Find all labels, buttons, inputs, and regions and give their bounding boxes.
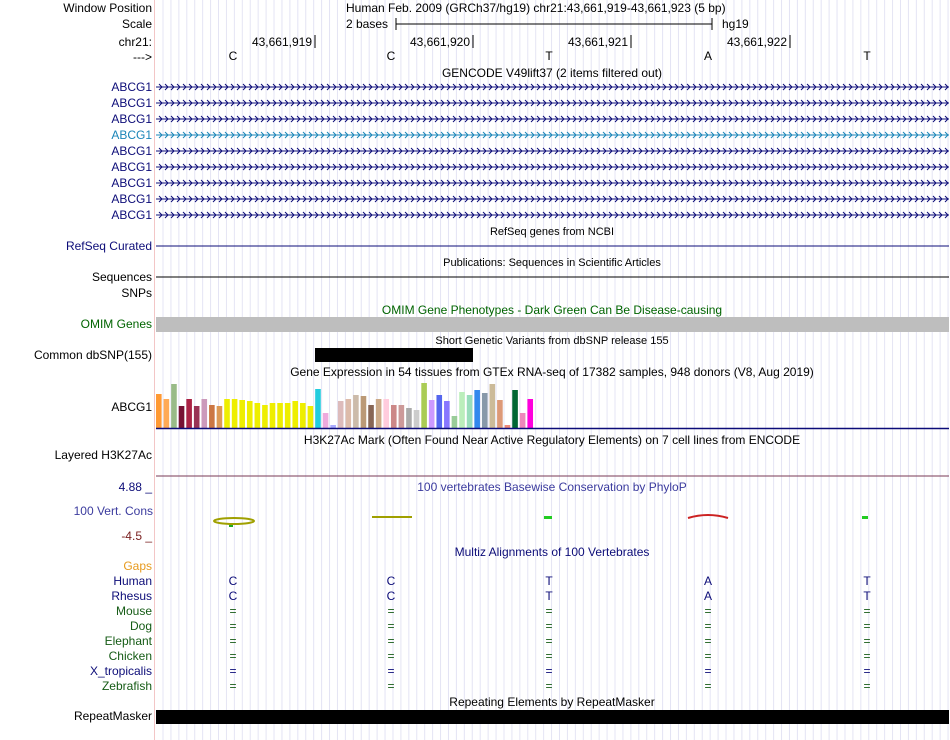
species-label[interactable]: Human xyxy=(113,574,152,588)
phylop-label[interactable]: 100 Vert. Cons xyxy=(73,504,153,518)
gtex-bar[interactable] xyxy=(217,406,223,428)
phylop-ymax: 4.88 _ xyxy=(118,480,152,494)
gtex-bar[interactable] xyxy=(361,396,367,428)
species-label[interactable]: X_tropicalis xyxy=(89,664,152,678)
gtex-bar[interactable] xyxy=(164,399,170,428)
species-label[interactable]: Rhesus xyxy=(111,589,152,603)
gtex-bar[interactable] xyxy=(194,406,200,428)
gtex-bar[interactable] xyxy=(421,383,427,428)
species-base[interactable]: = xyxy=(863,649,871,663)
omim-label[interactable]: OMIM Genes xyxy=(80,317,152,331)
species-base[interactable]: C xyxy=(228,574,238,588)
species-base[interactable]: T xyxy=(863,589,871,603)
species-base[interactable]: = xyxy=(387,604,395,618)
dbsnp-title[interactable]: Short Genetic Variants from dbSNP release 155 xyxy=(435,335,669,347)
species-label[interactable]: Mouse xyxy=(115,604,152,618)
phylop-signal[interactable] xyxy=(544,516,552,519)
gtex-bar[interactable] xyxy=(505,425,511,428)
gtex-bar[interactable] xyxy=(262,405,268,428)
species-base[interactable]: = xyxy=(387,679,395,693)
gencode-gene-label[interactable]: ABCG1 xyxy=(111,144,152,158)
gtex-bar[interactable] xyxy=(338,401,344,428)
repeatmasker-label[interactable]: RepeatMasker xyxy=(73,709,152,723)
coord-label: 43,661,921 xyxy=(567,35,628,49)
species-base[interactable]: = xyxy=(863,634,871,648)
species-label[interactable]: Chicken xyxy=(108,649,152,663)
gtex-bar[interactable] xyxy=(330,425,336,428)
h3k27ac-title[interactable]: H3K27Ac Mark (Often Found Near Active Regulatory Elements) on 7 cell lines from ENCODE xyxy=(303,433,801,447)
gtex-bar[interactable] xyxy=(399,405,405,428)
species-base[interactable]: C xyxy=(386,589,396,603)
coord-label: 43,661,919 xyxy=(251,35,312,49)
species-label[interactable]: Elephant xyxy=(104,634,152,648)
species-base[interactable]: = xyxy=(704,604,712,618)
gaps-label[interactable]: Gaps xyxy=(123,559,152,573)
species-base[interactable]: = xyxy=(863,619,871,633)
phylop-signal[interactable] xyxy=(229,525,233,527)
scale-assembly: hg19 xyxy=(722,17,749,31)
gtex-bar[interactable] xyxy=(512,390,518,428)
species-base[interactable]: = xyxy=(229,649,237,663)
gtex-bar[interactable] xyxy=(406,408,412,428)
gencode-gene-label[interactable]: ABCG1 xyxy=(111,96,152,110)
species-base[interactable]: = xyxy=(387,649,395,663)
gencode-title[interactable]: GENCODE V49lift37 (2 items filtered out) xyxy=(441,66,663,80)
omim-title[interactable]: OMIM Gene Phenotypes - Dark Green Can Be Disease-causing xyxy=(381,303,723,317)
base-letter[interactable]: C xyxy=(228,49,238,63)
species-base[interactable]: = xyxy=(704,649,712,663)
species-base[interactable]: = xyxy=(704,664,712,678)
window-position-text: Human Feb. 2009 (GRCh37/hg19) chr21:43,661,919-43,661,923 (5 bp) xyxy=(346,1,726,15)
species-label[interactable]: Dog xyxy=(129,619,152,633)
gtex-title[interactable]: Gene Expression in 54 tissues from GTEx RNA-seq of 17382 samples, 948 donors (V8, Aug 2019) xyxy=(290,365,814,379)
scale-text: 2 bases xyxy=(346,17,389,31)
gtex-bar[interactable] xyxy=(255,403,261,428)
species-base[interactable]: = xyxy=(545,664,553,678)
gtex-bar[interactable] xyxy=(300,403,306,428)
refseq-title[interactable]: RefSeq genes from NCBI xyxy=(489,226,615,238)
species-base[interactable]: = xyxy=(229,634,237,648)
repeatmasker-title[interactable]: Repeating Elements by RepeatMasker xyxy=(449,695,655,709)
species-base[interactable]: = xyxy=(229,679,237,693)
multiz-title[interactable]: Multiz Alignments of 100 Vertebrates xyxy=(454,545,650,559)
gtex-bar[interactable] xyxy=(209,405,215,428)
gtex-bar[interactable] xyxy=(186,399,192,428)
dbsnp-variant[interactable] xyxy=(315,348,473,362)
base-letter[interactable]: A xyxy=(703,49,713,63)
window-position-label: Window Position xyxy=(63,1,152,15)
publications-label[interactable]: Sequences xyxy=(91,270,152,284)
gtex-bar[interactable] xyxy=(429,400,435,428)
coord-label: 43,661,920 xyxy=(409,35,470,49)
species-base[interactable]: = xyxy=(704,679,712,693)
species-base[interactable]: T xyxy=(545,589,553,603)
gencode-gene-label[interactable]: ABCG1 xyxy=(111,160,152,174)
gtex-bar[interactable] xyxy=(376,399,382,428)
strand-label: ---> xyxy=(133,50,152,64)
species-base[interactable]: C xyxy=(386,574,396,588)
gtex-bar[interactable] xyxy=(308,406,314,428)
gtex-bar[interactable] xyxy=(490,384,496,428)
gtex-bar[interactable] xyxy=(323,413,329,428)
gencode-gene-label[interactable]: ABCG1 xyxy=(111,208,152,222)
species-base[interactable]: = xyxy=(704,634,712,648)
gtex-bar[interactable] xyxy=(156,394,162,428)
gencode-gene-label[interactable]: ABCG1 xyxy=(111,176,152,190)
species-base[interactable]: = xyxy=(387,619,395,633)
gtex-bar[interactable] xyxy=(459,392,465,428)
gencode-gene-label[interactable]: ABCG1 xyxy=(111,128,152,142)
refseq-label[interactable]: RefSeq Curated xyxy=(65,239,152,253)
gtex-bar[interactable] xyxy=(247,401,253,428)
gtex-bar[interactable] xyxy=(315,389,321,428)
species-base[interactable]: = xyxy=(229,664,237,678)
species-base[interactable]: T xyxy=(863,574,871,588)
gtex-bar[interactable] xyxy=(224,399,230,428)
gtex-bar[interactable] xyxy=(353,395,359,428)
gtex-bar[interactable] xyxy=(467,395,473,428)
gtex-bar[interactable] xyxy=(232,399,238,428)
species-label[interactable]: Zebrafish xyxy=(101,679,152,693)
gencode-gene-label[interactable]: ABCG1 xyxy=(111,112,152,126)
species-base[interactable]: = xyxy=(863,604,871,618)
species-base[interactable]: T xyxy=(545,574,553,588)
gtex-bar[interactable] xyxy=(414,410,420,428)
phylop-signal[interactable] xyxy=(862,516,868,519)
chrom-label: chr21: xyxy=(118,35,152,49)
gtex-bar[interactable] xyxy=(497,400,503,428)
base-letter[interactable]: C xyxy=(386,49,396,63)
species-base[interactable]: = xyxy=(545,649,553,663)
gtex-bar[interactable] xyxy=(482,393,488,428)
publications-title[interactable]: Publications: Sequences in Scientific Articles xyxy=(443,257,661,269)
coord-label: 43,661,922 xyxy=(726,35,787,49)
gtex-bar[interactable] xyxy=(383,399,389,428)
gtex-bar[interactable] xyxy=(270,403,276,428)
gtex-bar[interactable] xyxy=(277,403,283,428)
dbsnp-label[interactable]: Common dbSNP(155) xyxy=(33,348,152,362)
species-base[interactable]: = xyxy=(545,604,553,618)
gtex-bar[interactable] xyxy=(201,399,207,428)
gtex-bar[interactable] xyxy=(179,406,185,428)
gencode-gene-label[interactable]: ABCG1 xyxy=(111,192,152,206)
base-letter[interactable]: T xyxy=(545,49,553,63)
gtex-bar[interactable] xyxy=(171,384,177,428)
snps-label[interactable]: SNPs xyxy=(121,286,152,300)
gtex-bar[interactable] xyxy=(285,403,291,428)
species-base[interactable]: = xyxy=(704,619,712,633)
gtex-bar[interactable] xyxy=(527,399,533,428)
gtex-bar[interactable] xyxy=(444,401,450,428)
species-base[interactable]: A xyxy=(703,589,713,603)
gencode-gene-label[interactable]: ABCG1 xyxy=(111,80,152,94)
species-base[interactable]: = xyxy=(863,679,871,693)
omim-bar[interactable] xyxy=(156,317,949,332)
species-base[interactable]: = xyxy=(229,619,237,633)
species-base[interactable]: = xyxy=(545,679,553,693)
species-base[interactable]: = xyxy=(229,604,237,618)
phylop-title[interactable]: 100 vertebrates Basewise Conservation by PhyloP xyxy=(417,480,687,494)
gtex-bar[interactable] xyxy=(391,405,397,428)
repeatmasker-bar[interactable] xyxy=(156,710,949,724)
gtex-bar[interactable] xyxy=(520,413,526,428)
scale-label: Scale xyxy=(121,17,152,31)
gtex-bar[interactable] xyxy=(239,400,245,428)
species-base[interactable]: = xyxy=(387,634,395,648)
species-base[interactable]: = xyxy=(545,619,553,633)
h3k27ac-label[interactable]: Layered H3K27Ac xyxy=(54,448,152,462)
phylop-ymin: -4.5 _ xyxy=(121,529,152,543)
species-base[interactable]: = xyxy=(545,634,553,648)
species-base[interactable]: A xyxy=(703,574,713,588)
gtex-bar[interactable] xyxy=(474,390,480,428)
species-base[interactable]: = xyxy=(387,664,395,678)
gtex-bar[interactable] xyxy=(452,416,458,428)
species-base[interactable]: C xyxy=(228,589,238,603)
gtex-bar[interactable] xyxy=(368,405,374,428)
gtex-label[interactable]: ABCG1 xyxy=(111,400,152,414)
gtex-bar[interactable] xyxy=(436,395,442,428)
base-letter[interactable]: T xyxy=(863,49,871,63)
species-base[interactable]: = xyxy=(863,664,871,678)
gtex-bar[interactable] xyxy=(346,399,352,428)
gtex-bar[interactable] xyxy=(292,401,298,428)
